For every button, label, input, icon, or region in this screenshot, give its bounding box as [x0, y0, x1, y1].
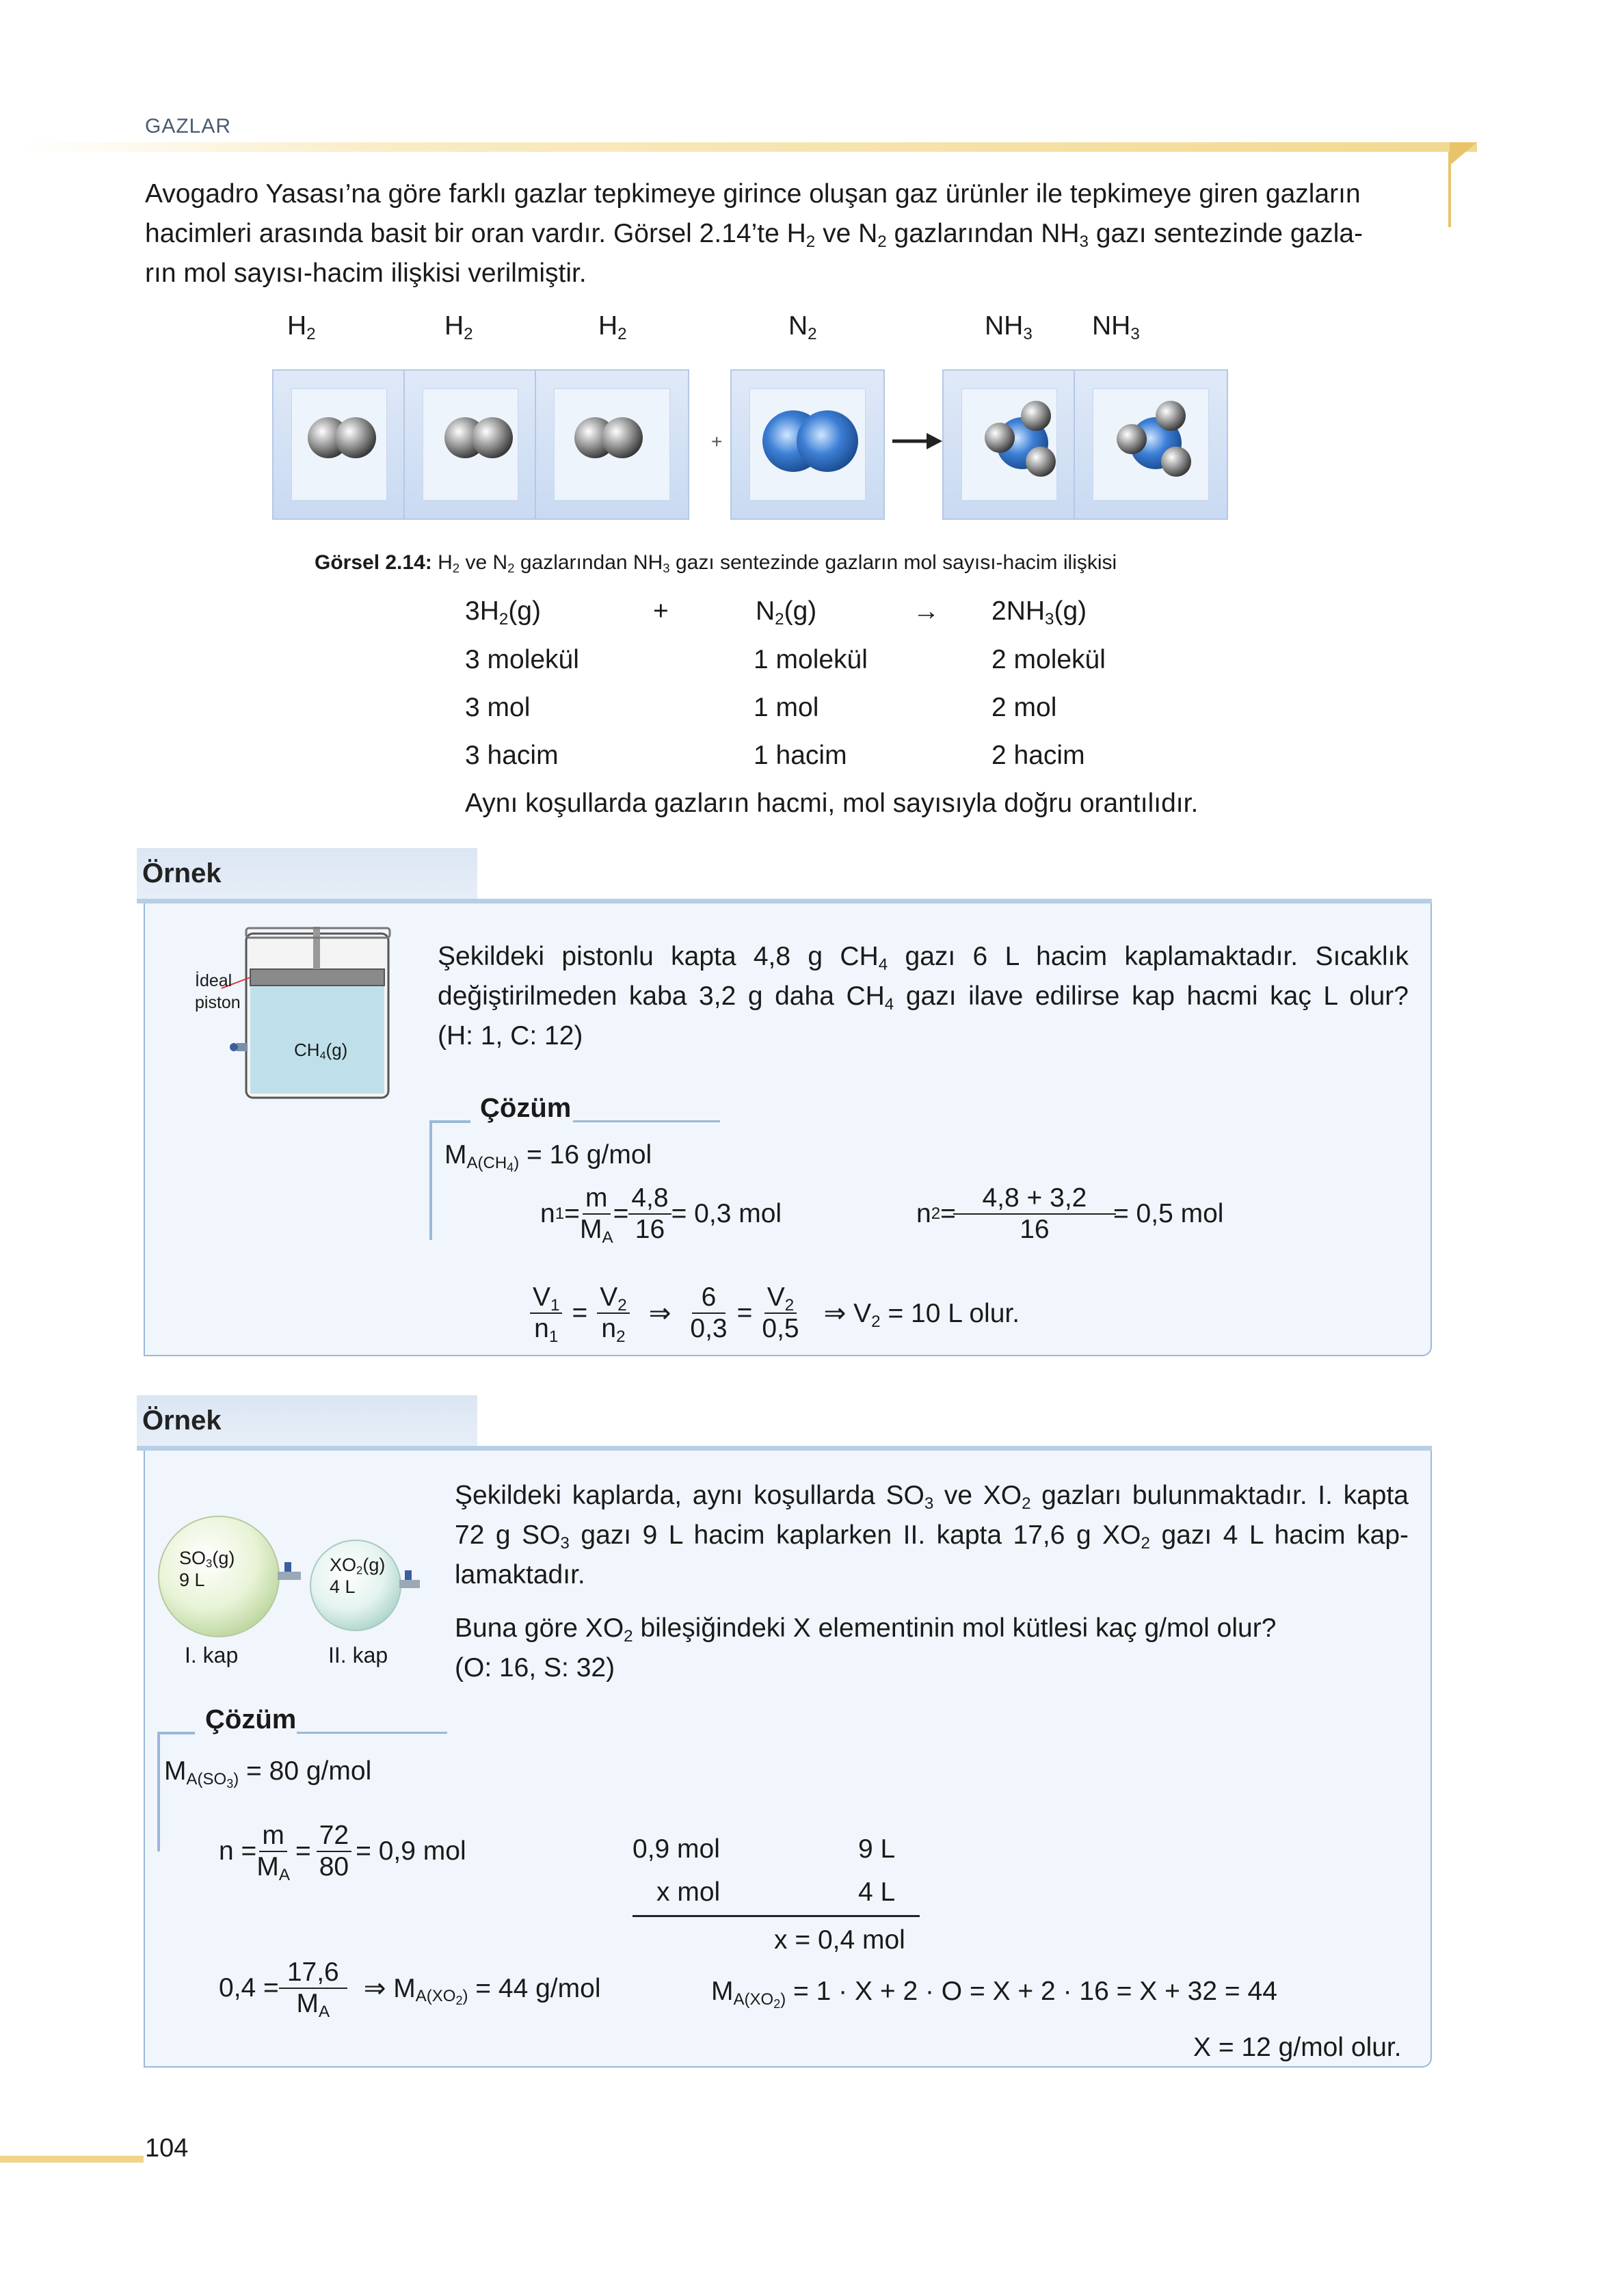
- example2-tab-line: [137, 1446, 1432, 1451]
- kap2-label: II. kap: [328, 1643, 388, 1667]
- reactant-n2: $N_2(g)$: [756, 596, 817, 629]
- n1-equation: n 1 = $\frac{m}{M_A}$ = $\frac{4,8}{16}$ = 0,3 mol: [540, 1183, 782, 1247]
- xo2-label: $XO_2(g)$ 4 L: [330, 1555, 386, 1597]
- example2-tab: Örnek: [137, 1395, 477, 1446]
- row1-col3: 2 molekül: [991, 645, 1106, 674]
- row2-col2: 1 mol: [754, 693, 819, 722]
- reactant-h2: $3H_2(g)$: [465, 596, 541, 629]
- cozum1-label: Çözüm: [480, 1093, 572, 1123]
- row3-col2: 1 hacim: [754, 741, 847, 770]
- n2-molecule: [762, 410, 858, 472]
- reaction-conclusion: Aynı koşullarda gazların hacmi, mol sayısıyla doğru orantılıdır.: [465, 789, 1199, 818]
- so3-label: $SO_3(g)$ 9 L: [179, 1548, 235, 1590]
- cozum2-bracket-top: [157, 1732, 195, 1734]
- example1-tab-line: [137, 899, 1432, 903]
- h2-molecule-1: [308, 417, 376, 458]
- volume-equation: $\frac{V_1}{n_1}$ = $\frac{V_2}{n_2}$ ⇒ $\frac{6}{0,3}$ = $\frac{V_2}{0,5}$ ⇒ $V_2 = 10$ L olur.: [530, 1282, 1020, 1344]
- product-nh3: $2NH_3(g)$: [991, 596, 1087, 629]
- reaction-plus: +: [653, 596, 669, 626]
- arrow: [892, 433, 942, 449]
- h2-molecule-2: [444, 417, 513, 458]
- ma-xo2-equation: 0,4 = $\frac{17,6}{M_A}$ ⇒ $M_{A(XO_2)} = 44$ g/mol: [219, 1957, 601, 2021]
- kap1-label: I. kap: [185, 1643, 239, 1667]
- row2-col1: 3 mol: [465, 693, 531, 722]
- cozum1-line: [573, 1120, 720, 1122]
- example1-question: Şekildeki pistonlu kapta 4,8 g $CH_4$ gazı 6 L hacim kaplamaktadır. Sıcaklık değiştirilmeden kaba 3,2 g daha $CH_4$ gazı ilave edilirse kap hacmi kaç L olur? (H: 1, C: 12): [438, 942, 1409, 1051]
- final-answer: X = 12 g/mol olur.: [1193, 2033, 1402, 2062]
- nh3-molecule-2: [1117, 401, 1191, 477]
- prop-row2-col2: 4 L: [858, 1877, 896, 1907]
- n2-equation: n 2 = $\frac{4,8 + 3,2}{16}$ = 0,5 mol: [916, 1183, 1224, 1244]
- row1-col1: 3 molekül: [465, 645, 579, 674]
- label-nh3-2: $NH_3$: [1092, 311, 1140, 343]
- vessel-gas-label: $CH_4(g)$: [294, 1040, 348, 1062]
- label-n2: $N_2$: [788, 311, 817, 343]
- example2-question: Şekildeki kaplarda, aynı koşullarda $SO_3$ ve $XO_2$ gazları bulunmaktadır. I. kapta 72 g $SO_3$ gazı 9 L hacim kaplarken II. kapta 17,6 g $XO_2$ gazı 4 L hacim kap- lamaktadır. Buna göre $XO_2$ bileşiğindeki X elementinin mol kütlesi kaç g/mol olur? (O: 16, S: 32): [455, 1481, 1409, 1682]
- prop-result: x = 0,4 mol: [774, 1925, 905, 1955]
- molecule-figure: [0, 0, 1624, 616]
- cozum2-bracket: [157, 1732, 160, 1851]
- page-number: 104: [145, 2134, 189, 2163]
- label-h2-3: $H_2$: [598, 311, 627, 343]
- prop-row1-col1: 0,9 mol: [633, 1834, 720, 1864]
- plus-sign: +: [711, 431, 723, 452]
- label-h2-2: $H_2$: [444, 311, 473, 343]
- row3-col3: 2 hacim: [991, 741, 1085, 770]
- prop-line: [633, 1915, 920, 1917]
- row1-col2: 1 molekül: [754, 645, 868, 674]
- n-equation: n = $\frac{m}{M_A}$ = $\frac{72}{80}$ = 0,9 mol: [219, 1821, 466, 1884]
- nh3-molecule-1: [985, 401, 1056, 477]
- intro-line-2: hacimleri arasında basit bir oran vardır. Görsel 2.14’te $H_2$ ve $N_2$ gazlarından $NH_3$ gazı sentezinde gazla-: [145, 219, 1363, 251]
- row3-col1: 3 hacim: [465, 741, 559, 770]
- row2-col3: 2 mol: [991, 693, 1057, 722]
- figure-caption: Görsel 2.14: $H_2$ ve $N_2$ gazlarından $NH_3$ gazı sentezinde gazların mol sayısı-hacim ilişkisi: [315, 551, 1117, 576]
- cozum1-bracket-top: [429, 1120, 470, 1123]
- cozum1-bracket: [429, 1120, 432, 1240]
- ma-so3: $M_{A(SO_3)} = 80$ g/mol: [164, 1756, 372, 1791]
- prop-row1-col2: 9 L: [858, 1834, 896, 1864]
- intro-line-3: rın mol sayısı-hacim ilişkisi verilmiştir.: [145, 259, 587, 288]
- section-header: GAZLAR: [145, 115, 232, 137]
- ma-ch4: $M_{A(CH_4)} = 16$ g/mol: [444, 1140, 652, 1174]
- piston-vessel: [185, 927, 403, 1105]
- example1-tab: Örnek: [137, 848, 477, 899]
- prop-row2-col1: x mol: [656, 1877, 721, 1907]
- h2-molecule-3: [574, 417, 643, 458]
- ma-xo2-expansion: $M_{A(XO_2)} = 1 \cdot X + 2 \cdot O = X + 2 \cdot 16 = X + 32 = 44$: [711, 1977, 1277, 2011]
- label-h2-1: $H_2$: [287, 311, 316, 343]
- cozum2-line: [297, 1732, 447, 1734]
- label-nh3-1: $NH_3$: [985, 311, 1033, 343]
- piston-label: İdeal piston: [195, 971, 241, 1012]
- intro-line-1: Avogadro Yasası’na göre farklı gazlar tepkimeye girince oluşan gaz ürünler ile tepkimeye giren gazların: [145, 179, 1361, 209]
- cozum2-label: Çözüm: [205, 1704, 297, 1734]
- reaction-arrow: →: [913, 596, 940, 626]
- footer-bar: [0, 2156, 144, 2163]
